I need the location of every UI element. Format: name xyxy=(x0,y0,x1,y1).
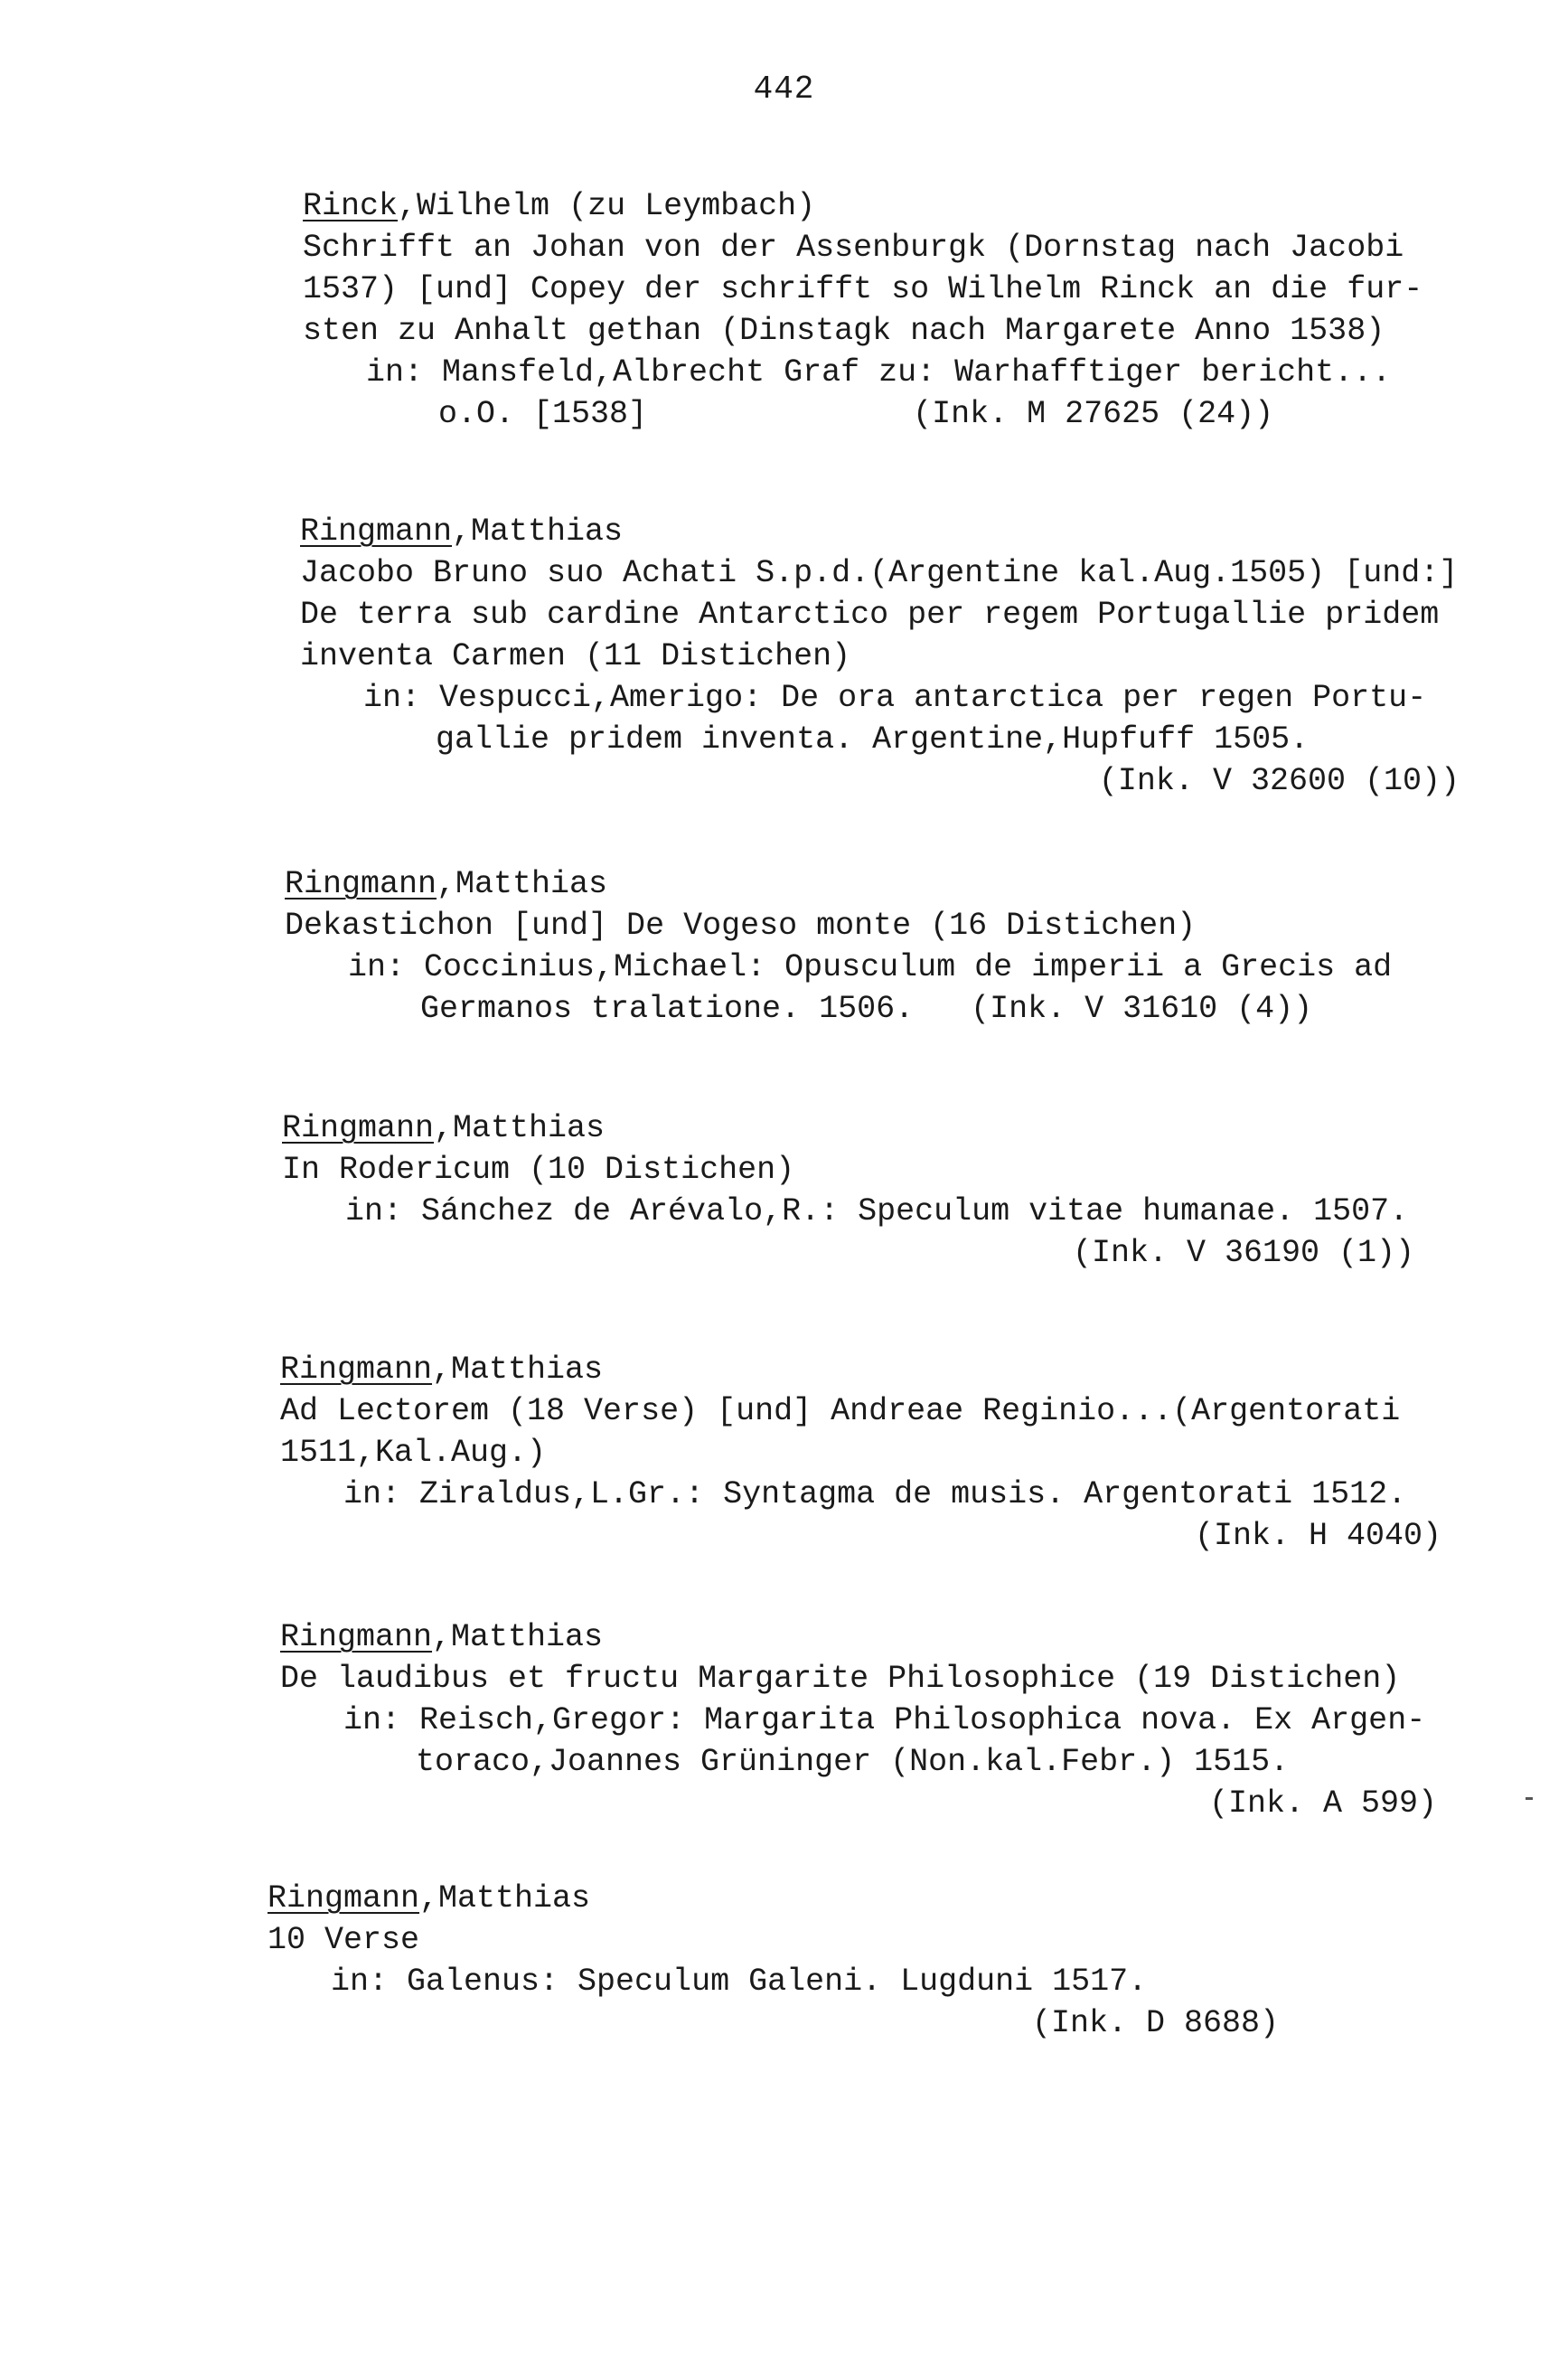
author-given-name: ,Matthias xyxy=(452,513,624,550)
bibliography-entry xyxy=(268,1878,1279,2044)
page-number: 442 xyxy=(753,71,815,108)
author-surname: Ringmann xyxy=(300,513,453,550)
entry-line: in: Ziraldus,L.Gr.: Syntagma de musis. Argentorati 1512. xyxy=(343,1476,1407,1512)
bibliography-entry xyxy=(300,511,1460,802)
entry-line: o.O. [1538] (Ink. M 27625 (24)) xyxy=(438,396,1274,432)
entry-line: 1537) [und] Copey der schrifft so Wilhelm Rinck an die fur- xyxy=(303,271,1423,307)
entry-line: toraco,Joannes Grüninger (Non.kal.Febr.) 1515. xyxy=(416,1744,1290,1780)
entry-shelfmark: (Ink. V 32600 (10)) xyxy=(1098,763,1460,799)
author-given-name: ,Wilhelm (zu Leymbach) xyxy=(398,188,816,224)
entry-line: In Rodericum (10 Distichen) xyxy=(282,1152,795,1188)
entry-author xyxy=(280,1349,1441,1390)
author-surname: Ringmann xyxy=(280,1352,433,1388)
edge-mark xyxy=(1526,1797,1533,1800)
entry-line: in: Vespucci,Amerigo: De ora antarctica per regen Portu- xyxy=(363,680,1427,716)
author-given-name: ,Matthias xyxy=(419,1880,591,1917)
bibliography-entry xyxy=(280,1616,1437,1824)
entry-line: De laudibus et fructu Margarite Philosophice (19 Distichen) xyxy=(280,1661,1401,1697)
entry-line: Dekastichon [und] De Vogeso monte (16 Distichen) xyxy=(285,908,1197,944)
author-surname: Rinck xyxy=(303,188,399,224)
entry-line: gallie pridem inventa. Argentine,Hupfuff 1505. xyxy=(436,721,1310,758)
author-given-name: ,Matthias xyxy=(432,1619,604,1655)
entry-line: in: Sánchez de Arévalo,R.: Speculum vitae humanae. 1507. xyxy=(345,1193,1409,1229)
entry-line: in: Reisch,Gregor: Margarita Philosophica nova. Ex Argen- xyxy=(343,1702,1426,1738)
author-given-name: ,Matthias xyxy=(434,1110,606,1146)
entry-line: sten zu Anhalt gethan (Dinstagk nach Margarete Anno 1538) xyxy=(303,313,1385,349)
entry-line: inventa Carmen (11 Distichen) xyxy=(300,638,851,674)
entry-author xyxy=(268,1878,1279,1919)
author-given-name: ,Matthias xyxy=(437,866,608,902)
entry-line: 1511,Kal.Aug.) xyxy=(280,1435,547,1471)
entry-author xyxy=(300,511,1460,552)
author-surname: Ringmann xyxy=(285,866,437,902)
author-given-name: ,Matthias xyxy=(432,1352,604,1388)
entry-shelfmark: (Ink. A 599) xyxy=(1208,1785,1437,1822)
entry-line: Germanos tralatione. 1506. (Ink. V 31610 (4)) xyxy=(420,991,1313,1027)
entry-line: in: Galenus: Speculum Galeni. Lugduni 1517. xyxy=(331,1964,1148,2000)
entry-shelfmark: (Ink. D 8688) xyxy=(1031,2005,1279,2041)
author-surname: Ringmann xyxy=(268,1880,420,1917)
entry-line: Jacobo Bruno suo Achati S.p.d.(Argentine kal.Aug.1505) [und:] xyxy=(300,555,1459,591)
bibliography-entry xyxy=(280,1349,1441,1557)
author-surname: Ringmann xyxy=(280,1619,433,1655)
bibliography-entry xyxy=(303,185,1446,435)
bibliography-entry xyxy=(282,1107,1414,1274)
entry-shelfmark: (Ink. H 4040) xyxy=(1194,1518,1441,1554)
bibliography-entry xyxy=(285,863,1419,1030)
entry-author xyxy=(285,863,1419,905)
entry-line: De terra sub cardine Antarctico per regem Portugallie pridem xyxy=(300,597,1440,633)
entry-line: 10 Verse xyxy=(268,1922,420,1958)
entry-line: Ad Lectorem (18 Verse) [und] Andreae Reginio...(Argentorati xyxy=(280,1393,1401,1429)
entry-line: in: Mansfeld,Albrecht Graf zu: Warhafftiger bericht... xyxy=(366,354,1392,391)
entry-author xyxy=(303,185,1446,227)
entry-shelfmark: (Ink. V 36190 (1)) xyxy=(1072,1235,1414,1271)
entry-line: Schrifft an Johan von der Assenburgk (Dornstag nach Jacobi xyxy=(303,230,1404,266)
entry-line: in: Coccinius,Michael: Opusculum de imperii a Grecis ad xyxy=(348,949,1393,985)
author-surname: Ringmann xyxy=(282,1110,435,1146)
entry-author xyxy=(282,1107,1414,1149)
entry-author xyxy=(280,1616,1437,1658)
